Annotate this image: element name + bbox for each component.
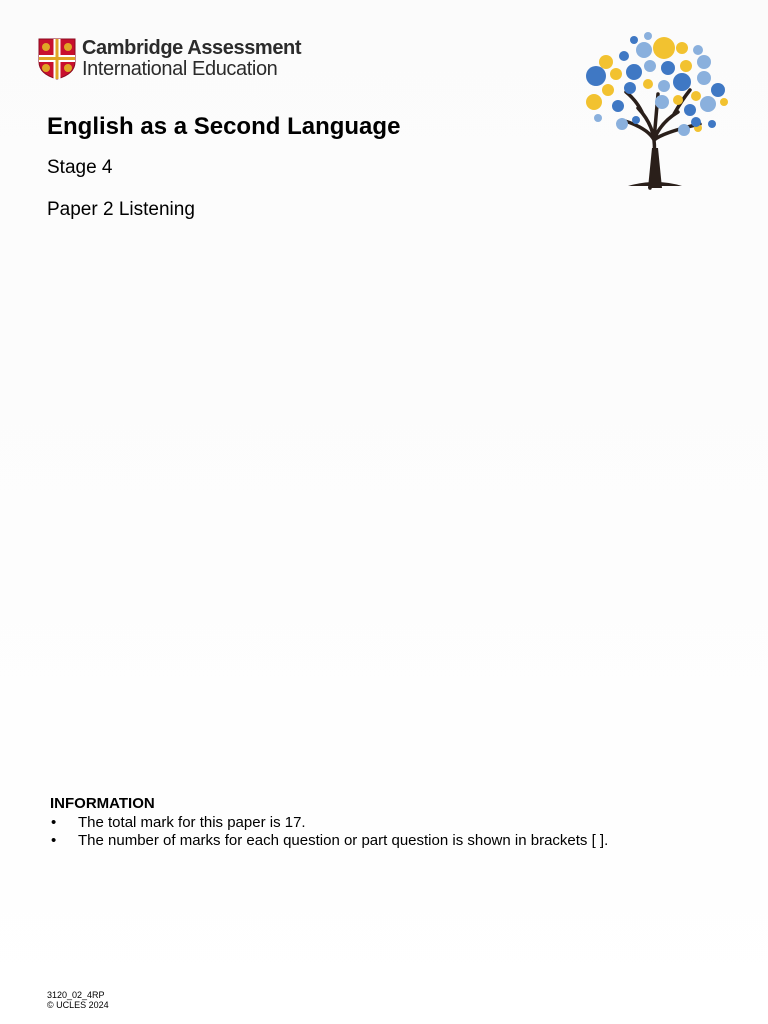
stage-label: Stage 4 [47,157,113,178]
paper-label: Paper 2 Listening [47,199,195,220]
footer [47,990,109,1010]
cambridge-logo [38,38,301,80]
paper-code: 3120_02_4RP [47,990,105,1000]
information-item [50,832,730,850]
information-heading: INFORMATION [50,795,155,812]
speech-bubble-tree-icon [578,28,734,190]
bullet-icon: • [51,832,57,849]
logo-subtitle: International Education [82,58,278,80]
logo-title: Cambridge Assessment [82,37,302,59]
information-item-text: The total mark for this paper is 17. [78,814,306,831]
information-section [50,795,730,850]
information-item [50,814,730,832]
cambridge-shield-icon [38,38,76,80]
bullet-icon: • [51,814,57,831]
information-list [50,814,730,850]
page-title: English as a Second Language [47,113,401,140]
information-item-text: The number of marks for each question or part question is shown in brackets [ ]. [78,832,609,849]
copyright-notice: © UCLES 2024 [47,1000,109,1010]
